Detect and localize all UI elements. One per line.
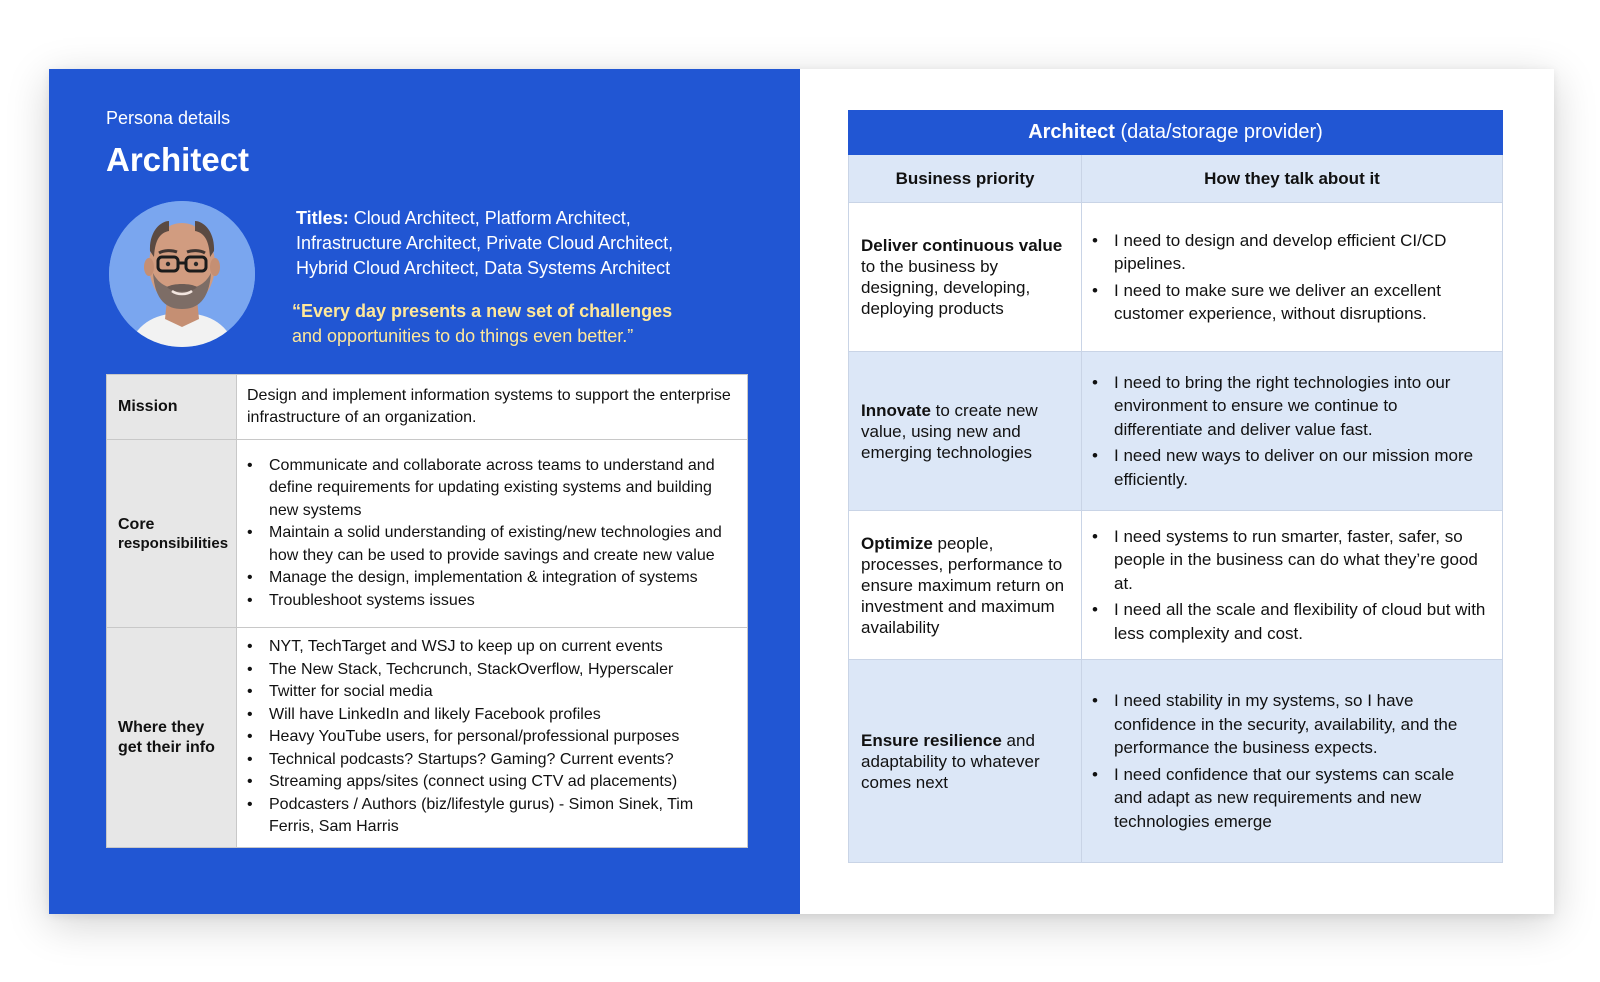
info-label-line-2: get their info (118, 738, 215, 756)
priority-rest: to create new value, using new and emerging technologies (861, 400, 1038, 462)
core-label-line-1: Core (118, 515, 155, 533)
list-item: • Maintain a solid understanding of existing/new technologies and how they can be used to provide savings and create new value (247, 522, 737, 567)
column-header-talk: How they talk about it (1082, 155, 1503, 203)
table-row (849, 660, 1503, 863)
priority-cell (849, 352, 1082, 511)
table-row (849, 352, 1503, 511)
priority-rest: to the business by designing, developing, deploying products (861, 257, 1031, 318)
talk-cell (1082, 511, 1503, 660)
business-priorities-table (848, 110, 1503, 863)
core-responsibilities-label (107, 440, 237, 628)
list-item: • Heavy YouTube users, for personal/professional purposes (247, 726, 737, 749)
persona-titles (296, 206, 716, 281)
caption-bold: Architect (1028, 121, 1115, 143)
info-sources-label (107, 628, 237, 848)
talk-list (1092, 371, 1486, 492)
column-header-priority: Business priority (849, 155, 1082, 203)
core-responsibilities-cell (237, 440, 748, 628)
list-item: • NYT, TechTarget and WSJ to keep up on current events (247, 636, 737, 659)
quote-line-1: “Every day presents a new set of challenges (292, 301, 673, 321)
priority-bold: Ensure resilience (861, 730, 1002, 750)
list-item: • I need stability in my systems, so I have confidence in the security, availability, and the performance the business expects. (1092, 689, 1486, 760)
info-sources-row (107, 628, 748, 848)
table-row (849, 203, 1503, 352)
talk-cell (1082, 203, 1503, 352)
core-responsibilities-row (107, 440, 748, 628)
info-sources-cell (237, 628, 748, 848)
persona-title: Architect (106, 141, 250, 178)
titles-label: Titles: (296, 208, 349, 228)
talk-cell (1082, 352, 1503, 511)
list-item: • Troubleshoot systems issues (247, 590, 737, 613)
priority-bold: Deliver continuous value (861, 236, 1063, 255)
list-item: • Communicate and collaborate across teams to understand and define requirements for updating existing systems and building new systems (247, 455, 737, 523)
person-portrait-icon (109, 201, 255, 347)
eyebrow-label: Persona details (106, 108, 231, 128)
list-item: • I need to design and develop efficient CI/CD pipelines. (1092, 229, 1486, 276)
quote-line-2: and opportunities to do things even better.” (292, 326, 634, 346)
persona-quote (292, 299, 722, 349)
persona-details-table (106, 374, 748, 848)
core-label-line-2: responsibilities (118, 534, 229, 552)
table-row (849, 511, 1503, 660)
list-item: • Will have LinkedIn and likely Facebook profiles (247, 704, 737, 727)
list-item: • I need confidence that our systems can scale and adapt as new requirements and new technologies emerge (1092, 763, 1486, 834)
list-item: • Manage the design, implementation & integration of systems (247, 567, 737, 590)
talk-cell (1082, 660, 1503, 863)
list-item: • I need to bring the right technologies into our environment to ensure we continue to differentiate and deliver value fast. (1092, 371, 1486, 442)
priority-cell (849, 203, 1082, 352)
titles-value: Cloud Architect, Platform Architect, Infrastructure Architect, Private Cloud Architect, Hybrid Cloud Architect, Data Systems Architect (296, 208, 674, 278)
avatar-illustration (109, 201, 255, 347)
priority-bold: Innovate (861, 400, 931, 420)
list-item: • I need to make sure we deliver an excellent customer experience, without disruptions. (1092, 279, 1486, 326)
list-item: • I need all the scale and flexibility of cloud but with less complexity and cost. (1092, 598, 1486, 645)
core-responsibilities-list (247, 455, 737, 613)
mission-row (107, 375, 748, 440)
list-item: • I need systems to run smarter, faster, safer, so people in the business can do what they’re good at. (1092, 525, 1486, 596)
list-item: • Podcasters / Authors (biz/lifestyle gurus) - Simon Sinek, Tim Ferris, Sam Harris (247, 794, 737, 839)
priority-rest: people, processes, performance to ensure maximum return on investment and maximum availability (861, 533, 1065, 637)
table-caption (849, 111, 1503, 155)
mission-label: Mission (107, 375, 237, 440)
talk-list (1092, 229, 1486, 326)
talk-list (1092, 689, 1486, 833)
priority-cell (849, 660, 1082, 863)
priorities-panel (800, 69, 1554, 914)
talk-list (1092, 525, 1486, 646)
info-sources-list (247, 636, 737, 839)
table-header-row (849, 155, 1503, 203)
priority-bold: Optimize (861, 533, 933, 553)
mission-text: Design and implement information systems to support the enterprise infrastructure of an organization. (237, 375, 748, 440)
table-caption-row (849, 111, 1503, 155)
info-label-line-1: Where they (118, 718, 205, 736)
list-item: • Twitter for social media (247, 681, 737, 704)
persona-panel (49, 69, 800, 914)
list-item: • The New Stack, Techcrunch, StackOverflow, Hyperscaler (247, 659, 737, 682)
list-item: • Technical podcasts? Startups? Gaming? Current events? (247, 749, 737, 772)
persona-slide (49, 69, 1554, 914)
priority-rest: and adaptability to whatever comes next (861, 730, 1040, 792)
list-item: • I need new ways to deliver on our mission more efficiently. (1092, 444, 1486, 491)
priority-cell (849, 511, 1082, 660)
list-item: • Streaming apps/sites (connect using CTV ad placements) (247, 771, 737, 794)
caption-rest: (data/storage provider) (1114, 121, 1323, 143)
